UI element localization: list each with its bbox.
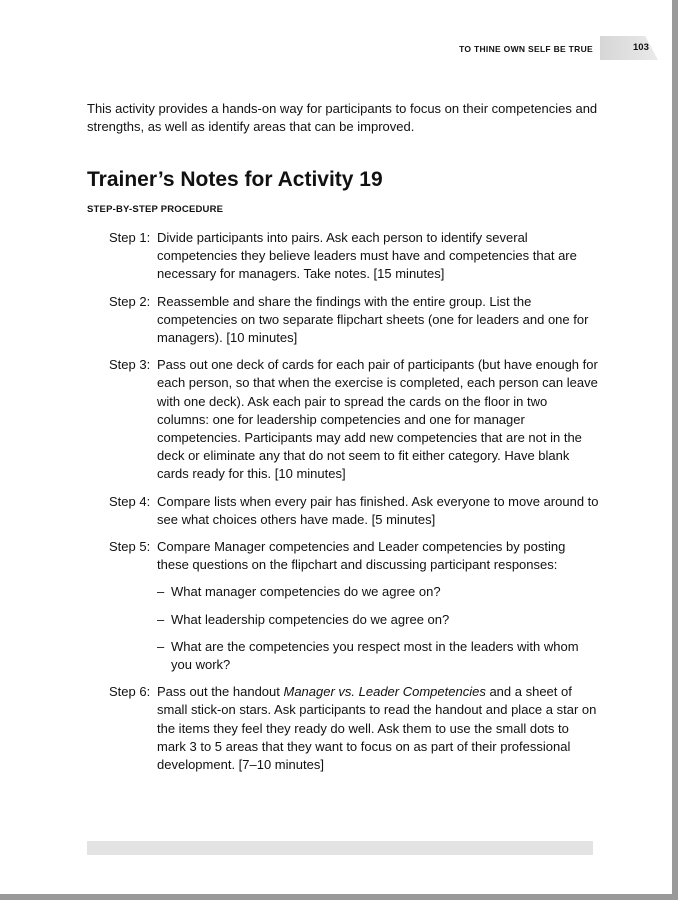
step-label: Step 4: [109,493,151,509]
step-1 [109,229,599,284]
dash-bullet: – [157,611,165,627]
step-list [109,229,599,783]
question-text: What manager competencies do we agree on? [171,584,441,600]
list-item [157,638,599,674]
step-label: Step 6: [109,684,151,700]
question-list [157,583,599,674]
footer-bar [87,841,593,855]
page-number: 103 [633,42,649,53]
section-subhead: STEP-BY-STEP PROCEDURE [87,204,224,215]
step-text: Divide participants into pairs. Ask each person to identify several competencies they believe leaders must have and competencies that are necessary for managers. Take notes. [15 minutes] [157,230,577,282]
dash-bullet: – [157,638,165,654]
step-label: Step 5: [109,539,151,555]
question-text: What are the competencies you respect most in the leaders with whom you work? [171,638,579,673]
step-text: Pass out one deck of cards for each pair of participants (but have enough for each person, so that when the exercise is completed, each person can leave with one deck). Ask each pair to spread the cards on the floor in two columns: one for leadership competencies and one for manager competencies. Participants may add new competencies that are not in the deck or eliminate any that do not seem to fit either category. Have blank cards ready for this. [10 minutes] [157,357,598,482]
step-5 [109,538,599,574]
question-text: What leadership competencies do we agree on? [171,611,450,627]
step-text-start: Pass out the handout [157,684,284,700]
step-label: Step 1: [109,230,151,245]
step-text: Compare lists when every pair has finished. Ask everyone to move around to see what choices others have made. [5 minutes] [157,493,599,527]
list-item [157,611,599,629]
running-head: TO THINE OWN SELF BE TRUE [459,44,593,54]
step-text: Reassemble and share the findings with the entire group. List the competencies on two separate flipchart sheets (one for leaders and one for managers). [10 minutes] [157,293,589,346]
step-text: Compare Manager competencies and Leader competencies by posting these questions on the flipchart and discussing participant responses: [157,539,566,573]
step-3 [109,356,599,483]
section-title: Trainer’s Notes for Activity 19 [87,168,383,191]
step-label: Step 2: [109,293,151,309]
intro-paragraph: This activity provides a hands-on way for participants to focus on their competencies and strengths, as well as identify areas that can be improved. [87,101,598,134]
page-number-tab [600,36,658,60]
handout-title: Manager vs. Leader Competencies [283,684,486,700]
step-text-end: and a sheet of small stick-on stars. Ask participants to read the handout and place a star on the items they feel they ready do well. Ask them to use the small dots to mark 3 to 5 areas that they want to focus on as part of their professional development. [7–10 minutes] [157,684,597,773]
step-4 [109,493,599,529]
dash-bullet: – [157,584,165,600]
step-label: Step 3: [109,357,151,373]
step-2 [109,293,599,348]
step-text [157,683,599,774]
list-item [157,583,599,601]
step-6 [109,683,599,774]
